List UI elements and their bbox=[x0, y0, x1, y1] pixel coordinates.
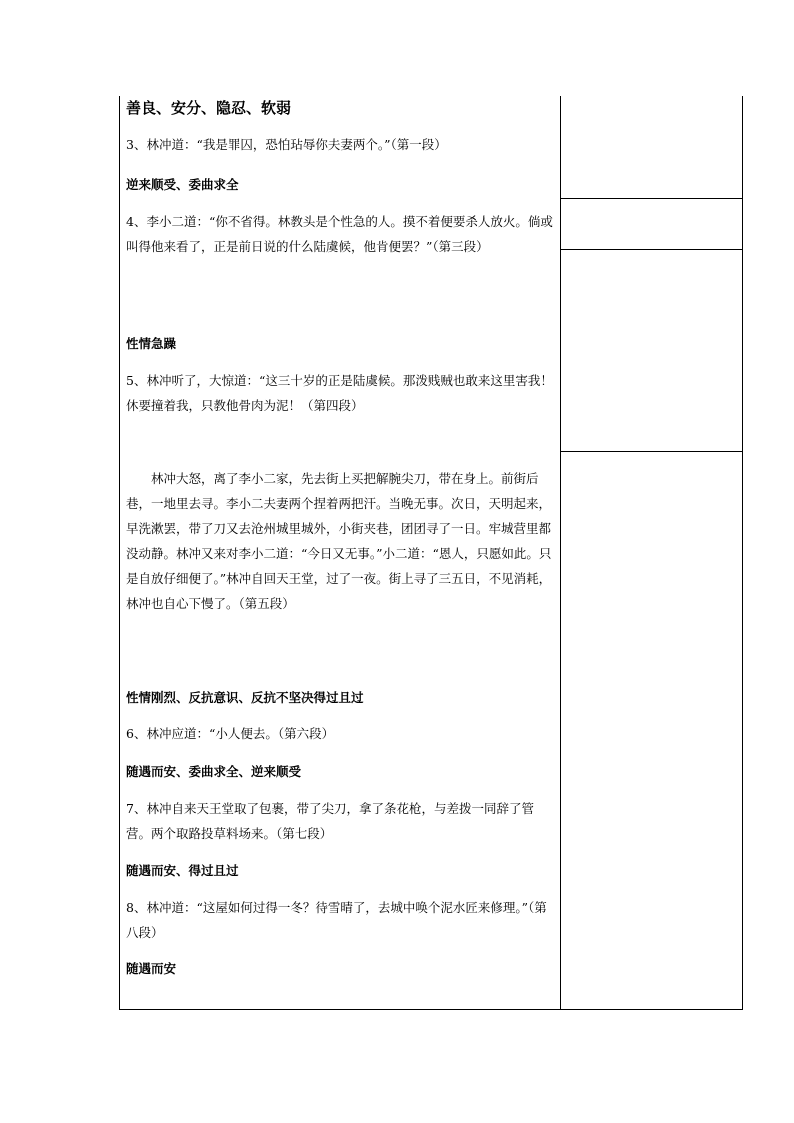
quote-6: 6、林冲应道：“小人便去。（第六段） bbox=[126, 726, 335, 741]
analysis-5: 性情刚烈、反抗意识、反抗不坚决得过且过 bbox=[126, 690, 364, 705]
quote-5: 5、林冲听了，大惊道：“这三十岁的正是陆虞候。那泼贱贼也敢来这里害我！休要撞着我，只教他骨肉为泥！（第四段） bbox=[126, 373, 553, 413]
quote-3: 3、林冲道：“我是罪囚，恐怕玷辱你夫妻两个。”（第一段） bbox=[126, 137, 447, 152]
notes-cell-1 bbox=[561, 96, 743, 198]
left-column bbox=[119, 96, 560, 1010]
analysis-4: 性情急躁 bbox=[126, 336, 177, 351]
analysis-8: 随遇而安 bbox=[126, 961, 177, 976]
analysis-7: 随遇而安、得过且过 bbox=[126, 863, 239, 878]
quote-7: 7、林冲自来天王堂取了包裹，带了尖刀，拿了条花枪，与差拨一同辞了管营。两个取路投草料场来。（第七段） bbox=[126, 801, 534, 841]
notes-cell-2 bbox=[561, 199, 743, 249]
quote-5-continued: 林冲大怒，离了李小二家，先去街上买把解腕尖刀，带在身上。前街后巷，一地里去寻。李小二夫妻两个捏着两把汗。当晚无事。次日，天明起来，早洗漱罢，带了刀又去沧州城里城外，小街夹巷，团团寻了一日。牢城营里都没动静。林冲又来对李小二道：“今日又无事。”小二道：“恩人，只愿如此。只是自放仔细便了。”林冲自回天王堂，过了一夜。街上寻了三五日，不见消耗，林冲也自心下慢了。（第五段） bbox=[126, 471, 552, 611]
quote-4: 4、李小二道：“你不省得。林教头是个性急的人。摸不着便要杀人放火。倘或叫得他来看了，正是前日说的什么陆虞候，他肯便罢？”（第三段） bbox=[126, 214, 553, 254]
content-table bbox=[119, 96, 743, 1010]
quote-8: 8、林冲道：“这屋如何过得一冬？待雪晴了，去城中唤个泥水匠来修理。”（第八段） bbox=[126, 900, 547, 940]
analysis-6: 随遇而安、委曲求全、逆来顺受 bbox=[126, 764, 302, 779]
analysis-3: 逆来顺受、委曲求全 bbox=[126, 177, 239, 192]
notes-cell-3 bbox=[561, 250, 743, 451]
notes-cell-4 bbox=[561, 452, 743, 1009]
character-traits-heading: 善良、安分、隐忍、软弱 bbox=[126, 99, 292, 117]
